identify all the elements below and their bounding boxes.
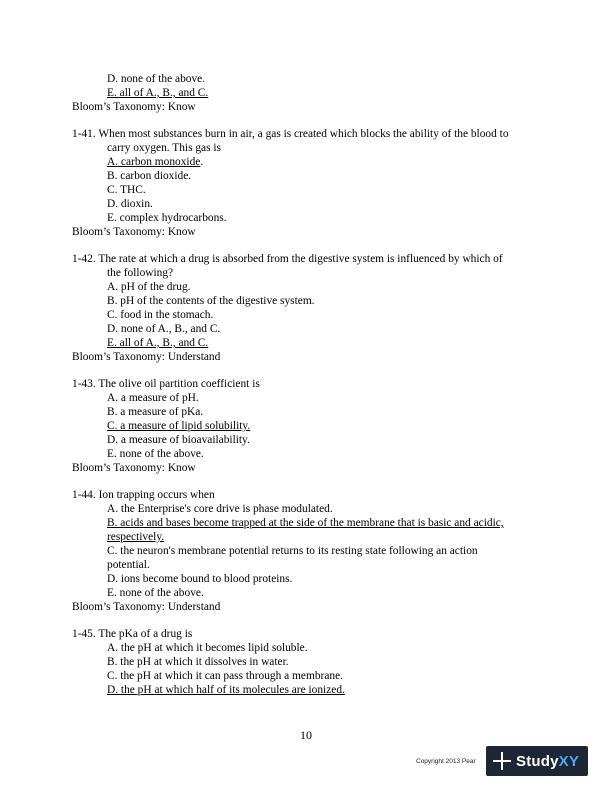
option-c-cont: potential. [107,559,150,571]
option-c: C. THC. [107,184,146,196]
question-1-42-stem: 1-42. The rate at which a drug is absorbed from the digestive system is influenced by which of [72,253,503,265]
correct-option-c: C. a measure of lipid solubility. [107,420,251,432]
option-a-period: . [200,156,204,168]
question-1-43-stem: 1-43. The olive oil partition coefficient is [72,378,260,390]
option-b: B. a measure of pKa. [107,406,204,418]
copyright-text: Copyright 2013 Pear [416,758,476,765]
option-e: E. none of the above. [107,448,204,460]
blooms-taxonomy: Bloom’s Taxonomy: Know [72,101,196,113]
option-c: C. the pH at which it can pass through a membrane. [107,670,343,682]
blooms-taxonomy: Bloom’s Taxonomy: Understand [72,351,221,363]
option-e: E. complex hydrocarbons. [107,212,227,224]
studyxy-logo [486,746,588,776]
question-1-45-stem: 1-45. The pKa of a drug is [72,628,193,640]
option-d: D. dioxin. [107,198,153,210]
page-number: 10 [300,728,312,742]
logo-wordmark [516,753,579,770]
correct-option-d: D. the pH at which half of its molecules are ionized. [107,684,345,696]
correct-option-e: E. all of A., B., and C. [107,87,209,99]
option-d: D. none of A., B., and C. [107,323,221,335]
correct-option-a [107,155,203,169]
option-c: C. the neuron's membrane potential returns to its resting state following an action [107,545,478,557]
correct-option-e: E. all of A., B., and C. [107,337,209,349]
question-1-41-stem-cont: carry oxygen. This gas is [107,142,221,154]
option-c: C. food in the stomach. [107,309,214,321]
option-a: A. pH of the drug. [107,281,191,293]
option-d: D. none of the above. [107,73,206,85]
option-a: A. a measure of pH. [107,392,199,404]
option-e: E. none of the above. [107,587,204,599]
blooms-taxonomy: Bloom’s Taxonomy: Know [72,462,196,474]
option-a: A. the Enterprise's core drive is phase modulated. [107,503,333,515]
plus-icon [493,752,511,770]
option-a-text: A. carbon monoxide [107,156,201,168]
question-1-44-stem: 1-44. Ion trapping occurs when [72,489,215,501]
logo-word: Study [516,752,559,770]
logo-xy: XY [558,752,580,770]
option-b: B. carbon dioxide. [107,170,192,182]
option-a: A. the pH at which it becomes lipid soluble. [107,642,308,654]
option-b: B. the pH at which it dissolves in water. [107,656,289,668]
option-b: B. pH of the contents of the digestive system. [107,295,315,307]
question-1-42-stem-cont: the following? [107,267,174,279]
correct-option-b-cont: respectively. [107,531,165,543]
option-d: D. ions become bound to blood proteins. [107,573,293,585]
blooms-taxonomy: Bloom’s Taxonomy: Understand [72,601,221,613]
option-d: D. a measure of bioavailability. [107,434,250,446]
correct-option-b: B. acids and bases become trapped at the side of the membrane that is basic and acidic, [107,517,504,529]
blooms-taxonomy: Bloom’s Taxonomy: Know [72,226,196,238]
question-1-41-stem: 1-41. When most substances burn in air, a gas is created which blocks the ability of the blood to [72,128,509,140]
